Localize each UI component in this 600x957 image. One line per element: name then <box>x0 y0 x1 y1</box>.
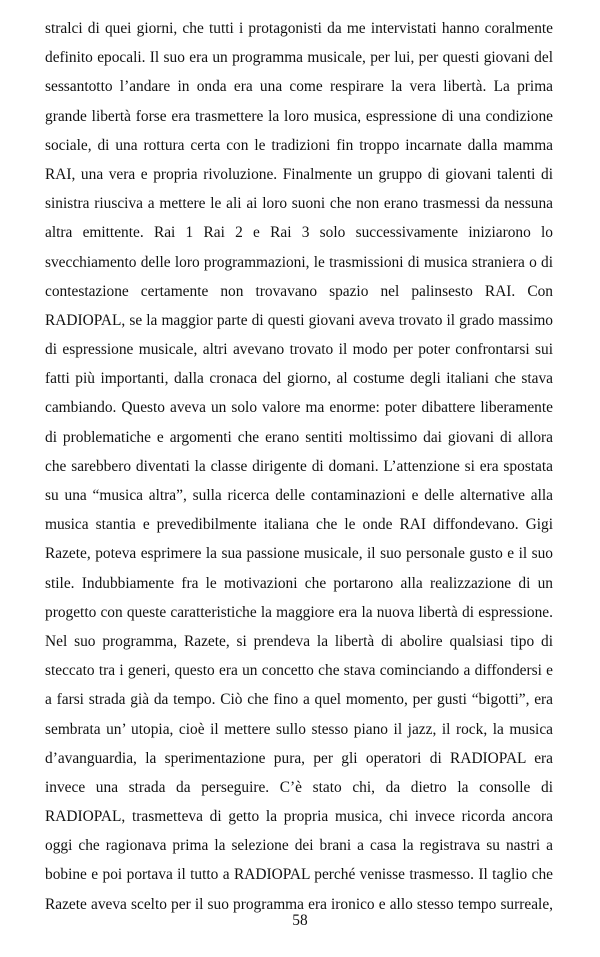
text-line: stile. Indubbiamente fra le motivazioni che portarono alla realizzazione di un <box>45 574 553 592</box>
text-line: musica stantia e prevedibilmente italiana che le onde RAI diffondevano. Gigi <box>45 516 553 534</box>
text-line: steccato tra i generi, questo era un concetto che stava cominciando a diffondersi e <box>45 662 553 680</box>
text-line: su una “musica altra”, sulla ricerca delle contaminazioni e delle alternative alla <box>45 487 553 504</box>
text-line: contestazione certamente non trovavano spazio nel palinsesto RAI. Con <box>45 282 553 300</box>
text-line: RAI, una vera e propria rivoluzione. Finalmente un gruppo di giovani talenti di <box>45 165 553 183</box>
text-line: RADIOPAL, trasmetteva di getto la propria musica, chi invece ricorda ancora <box>45 808 553 826</box>
text-line: svecchiamento delle loro programmazioni, le trasmissioni di musica straniera o di <box>45 253 553 271</box>
text-line: Razete, poteva esprimere la sua passione musicale, il suo personale gusto e il suo <box>45 545 553 563</box>
text-line: altra emittente. Rai 1 Rai 2 e Rai 3 solo successivamente iniziarono lo <box>45 224 553 242</box>
text-line: fatti più importanti, dalla cronaca del giorno, al costume degli italiani che stava <box>45 370 553 388</box>
text-line: sinistra riusciva a mettere le ali ai loro suoni che non erano trasmessi da nessuna <box>45 195 553 213</box>
text-line: di espressione musicale, altri avevano trovato il modo per poter confrontarsi sui <box>45 341 553 359</box>
body-text <box>45 14 553 919</box>
text-line: oggi che ragionava prima la selezione dei brani a casa la registrava su nastri a <box>45 837 553 855</box>
text-line: RADIOPAL, se la maggior parte di questi giovani aveva trovato il grado massimo <box>45 311 553 329</box>
text-line: sessantotto l’andare in onda era una come respirare la vera libertà. La prima <box>45 78 553 96</box>
text-line: Nel suo programma, Razete, si prendeva la libertà di abolire qualsiasi tipo di <box>45 632 553 650</box>
text-line: grande libertà forse era trasmettere la loro musica, espressione di una condizione <box>45 107 553 125</box>
text-line: a farsi strada già da tempo. Ciò che fino a quel momento, per gusti “bigotti”, era <box>45 691 553 709</box>
text-line: definito epocali. Il suo era un programma musicale, per lui, per questi giovani del <box>45 49 553 67</box>
text-line: d’avanguardia, la sperimentazione pura, per gli operatori di RADIOPAL era <box>45 749 553 767</box>
text-line: cambiando. Questo aveva un solo valore ma enorme: poter dibattere liberamente <box>45 399 553 417</box>
text-line: progetto con queste caratteristiche la maggiore era la nuova libertà di espressione. <box>45 603 553 621</box>
text-line: stralci di quei giorni, che tutti i protagonisti da me intervistati hanno coralmente <box>45 20 553 37</box>
text-line: sembrata un’ utopia, cioè il mettere sullo stesso piano il jazz, il rock, la musica <box>45 720 553 738</box>
text-line: di problematiche e argomenti che erano sentiti moltissimo dai giovani di allora <box>45 428 553 446</box>
text-line: bobine e poi portava il tutto a RADIOPAL perché venisse trasmesso. Il taglio che <box>45 866 553 884</box>
text-line: che sarebbero diventati la classe dirigente di domani. L’attenzione si era spostata <box>45 457 553 475</box>
text-line: Razete aveva scelto per il suo programma era ironico e allo stesso tempo surreale, <box>45 895 553 913</box>
page-number: 58 <box>292 912 308 929</box>
text-line: sociale, di una rottura certa con le tradizioni fin troppo incarnate dalla mamma <box>45 136 553 154</box>
text-line: invece una strada da perseguire. C’è stato chi, da dietro la consolle di <box>45 778 553 796</box>
